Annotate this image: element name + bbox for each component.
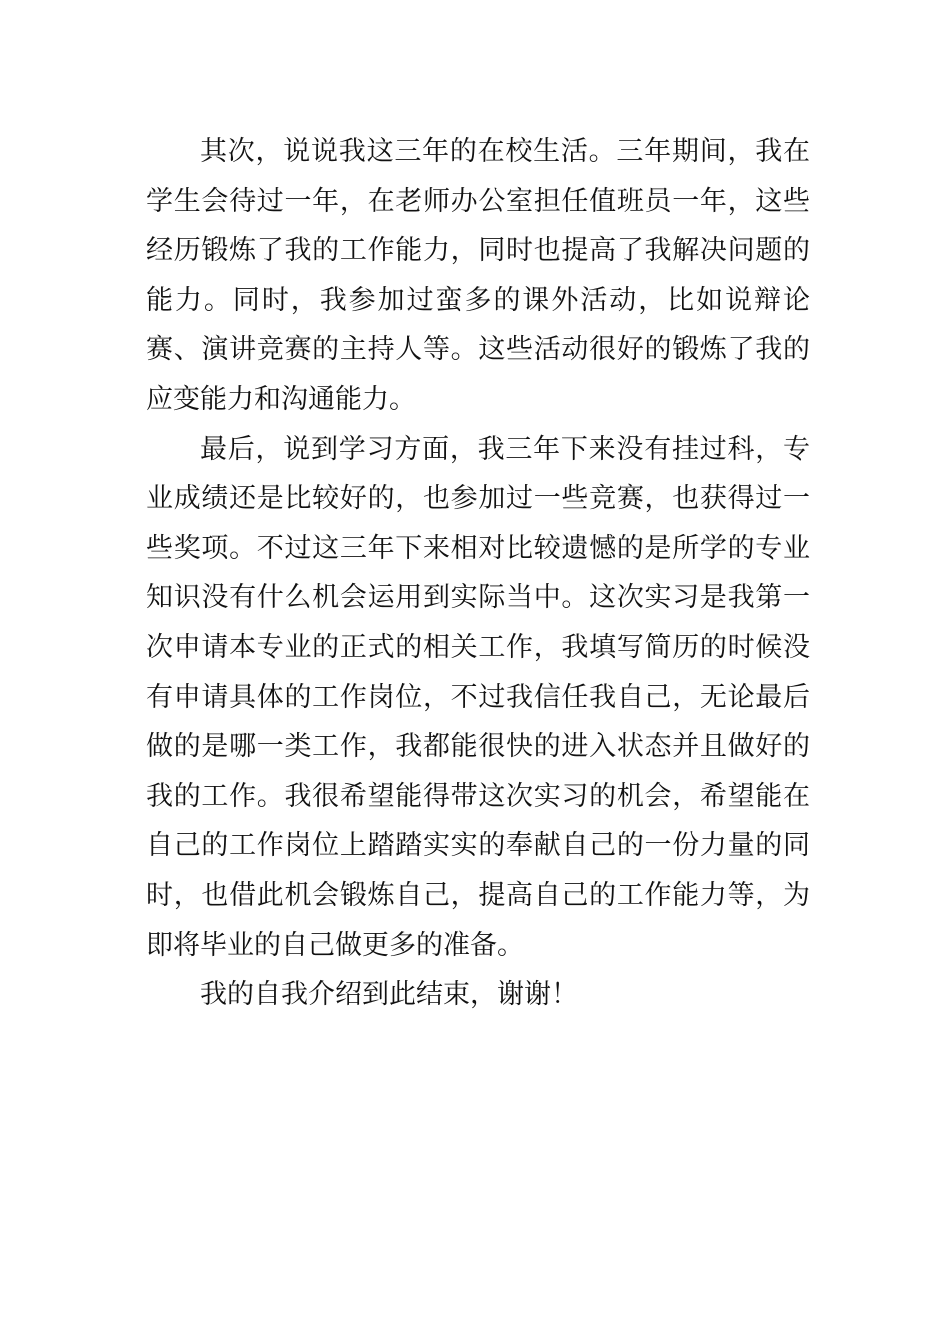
paragraph-campus-life: 其次，说说我这三年的在校生活。三年期间，我在学生会待过一年，在老师办公室担任值班员一年，这些经历锻炼了我的工作能力，同时也提高了我解决问题的能力。同时，我参加过蛮多的课外活动，比如说辩论赛、演讲竞赛的主持人等。这些活动很好的锻炼了我的应变能力和沟通能力。 — [146, 136, 810, 415]
document-body — [146, 127, 810, 1020]
paragraph-closing: 我的自我介绍到此结束，谢谢！ — [200, 979, 578, 1011]
paragraph-study: 最后，说到学习方面，我三年下来没有挂过科，专业成绩还是比较好的，也参加过一些竞赛，也获得过一些奖项。不过这三年下来相对比较遗憾的是所学的专业知识没有什么机会运用到实际当中。这次实习是我第一次申请本专业的正式的相关工作，我填写简历的时候没有申请具体的工作岗位，不过我信任我自己，无论最后做的是哪一类工作，我都能很快的进入状态并且做好的我的工作。我很希望能得带这次实习的机会，希望能在自己的工作岗位上踏踏实实的奉献自己的一份力量的同时，也借此机会锻炼自己，提高自己的工作能力等，为即将毕业的自己做更多的准备。 — [146, 433, 810, 961]
